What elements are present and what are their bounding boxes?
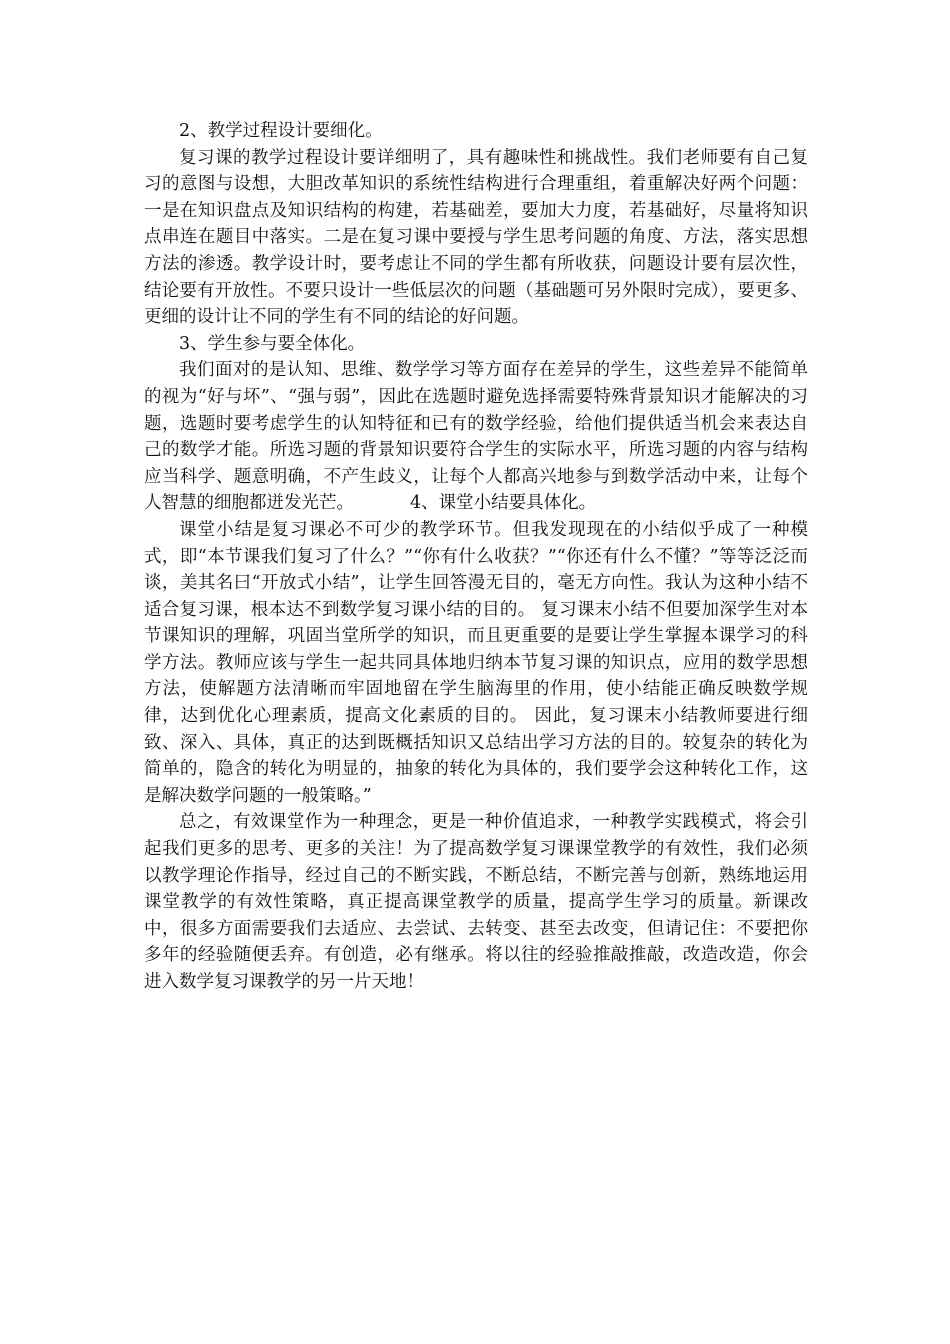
paragraph-lesson-design: 复习课的教学过程设计要详细明了，具有趣味性和挑战性。我们老师要有自己复习的意图与设想，大胆改革知识的系统性结构进行合理重组，着重解决好两个问题：一是在知识盘点及知识结构的构建，若基础差，要加大力度，若基础好，尽量将知识点串连在题目中落实。二是在复习课中要授与学生思考问题的角度、方法，落实思想方法的渗透。教学设计时，要考虑让不同的学生都有所收获，问题设计要有层次性，结论要有开放性。不要只设计一些低层次的问题（基础题可另外限时完成），要更多、更细的设计让不同的学生有不同的结论的好问题。 xyxy=(144,147,808,328)
document-body xyxy=(144,118,808,996)
paragraph-class-summary: 课堂小结是复习课必不可少的教学环节。但我发现现在的小结似乎成了一种模式，即“本节课我们复习了什么？”“你有什么收获？”“你还有什么不懂？”等等泛泛而谈，美其名曰“开放式小结”，让学生回答漫无目的，毫无方向性。我认为这种小结不适合复习课，根本达不到数学复习课小结的目的。 复习课末小结不但要加深学生对本节课知识的理解，巩固当堂所学的知识，而且更重要的是要让学生掌握本课学习的科学方法。教师应该与学生一起共同具体地归纳本节复习课的知识点，应用的数学思想方法，使解题方法清晰而牢固地留在学生脑海里的作用，使小结能正确反映数学规律，达到优化心理素质，提高文化素质的目的。 因此，复习课末小结教师要进行细致、深入、具体，真正的达到既概括知识又总结出学习方法的目的。较复杂的转化为简单的，隐含的转化为明显的，抽象的转化为具体的，我们要学会这种转化工作，这是解决数学问题的一般策略。” xyxy=(144,519,808,806)
section-heading-3: 3、学生参与要全体化。 xyxy=(179,333,366,354)
paragraph-conclusion: 总之，有效课堂作为一种理念，更是一种价值追求，一种教学实践模式，将会引起我们更多的思考、更多的关注！为了提高数学复习课课堂教学的有效性，我们必须以教学理论作指导，经过自己的不断实践，不断总结，不断完善与创新，熟练地运用课堂教学的有效性策略，真正提高课堂教学的质量，提高学生学习的质量。新课改中，很多方面需要我们去适应、去尝试、去转变、甚至去改变，但请记住：不要把你多年的经验随便丢弃。有创造，必有继承。将以往的经验推敲推敲，改造改造，你会进入数学复习课教学的另一片天地！ xyxy=(144,812,808,992)
paragraph-student-participation-text: 我们面对的是认知、思维、数学学习等方面存在差异的学生，这些差异不能简单的视为“好与坏”、“强与弱”，因此在选题时避免选择需要特殊背景知识才能解决的习题，选题时要考虑学生的认知特征和已有的数学经验，给他们提供适当机会来表达自己的数学才能。所选习题的背景知识要符合学生的实际水平，所选习题的内容与结构应当科学、题意明确，不产生歧义，让每个人都高兴地参与到数学活动中来，让每个人智慧的细胞都迸发光芒。 xyxy=(144,360,808,514)
section-heading-2: 2、教学过程设计要细化。 xyxy=(179,121,383,141)
paragraph-student-participation xyxy=(144,357,808,517)
section-heading-4: 4、课堂小结要具体化。 xyxy=(410,493,597,514)
